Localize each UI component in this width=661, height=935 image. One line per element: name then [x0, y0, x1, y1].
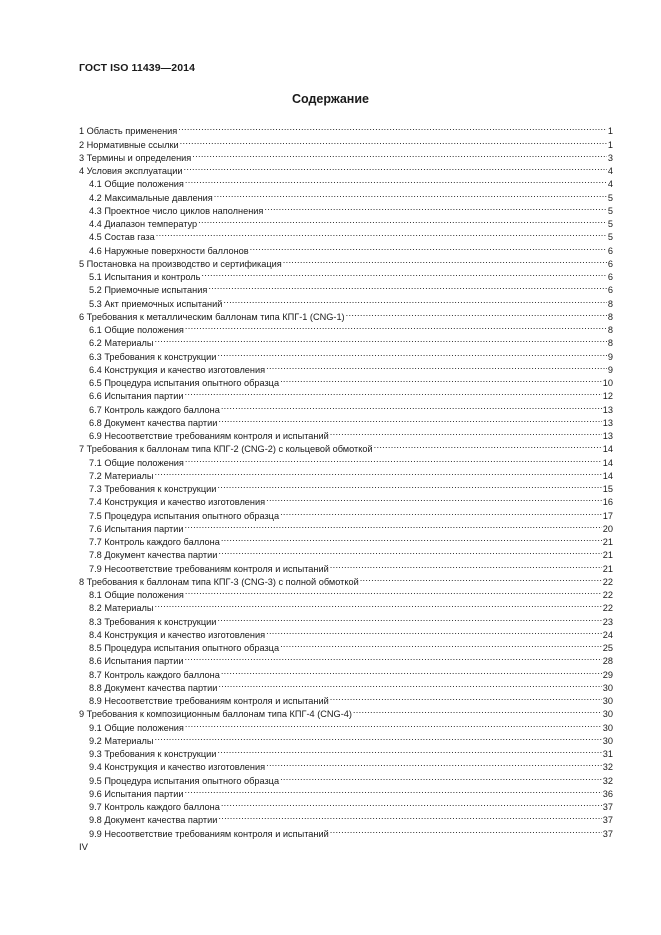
- toc-entry-label: 6.9 Несоответствие требованиям контроля и испытаний: [89, 431, 329, 441]
- toc-entry-label: 4.1 Общие положения: [89, 179, 184, 190]
- toc-entry-page: 30: [602, 709, 613, 720]
- toc-entry-page: 10: [602, 378, 613, 388]
- toc-entry-page: 6: [607, 258, 613, 269]
- toc-entry-page: 4: [607, 166, 613, 176]
- toc-entry-page: 13: [602, 431, 613, 441]
- toc-entry-page: 21: [602, 563, 613, 574]
- toc-entry-label: 3 Термины и определения: [79, 152, 192, 163]
- toc-entry-label: 8.7 Контроль каждого баллона: [89, 669, 220, 680]
- toc-entry-label: 6.7 Контроль каждого баллона: [89, 404, 220, 415]
- toc-entry-label: 7.1 Общие положения: [89, 457, 184, 468]
- dot-leader: [156, 227, 607, 240]
- toc-entry-page: 30: [602, 696, 613, 706]
- dot-leader: [264, 201, 606, 214]
- toc-entry-page: 30: [602, 735, 613, 746]
- toc-entry-page: 5: [607, 192, 613, 203]
- toc-entry-label: 8.8 Документ качества партии: [89, 682, 218, 693]
- toc-entry-page: 1: [607, 126, 613, 137]
- toc-entry-label: 8.5 Процедура испытания опытного образца: [89, 643, 280, 653]
- toc-entry-page: 6: [607, 285, 613, 296]
- dot-leader: [155, 598, 602, 611]
- toc-entry-page: 9: [607, 364, 613, 375]
- dot-leader: [330, 558, 602, 571]
- dot-leader: [330, 691, 602, 704]
- toc-entry[interactable]: [79, 598, 613, 614]
- toc-entry-page: 32: [602, 775, 613, 786]
- toc-entry-page: 21: [602, 537, 613, 547]
- toc-entry[interactable]: [79, 346, 613, 362]
- dot-leader: [266, 492, 602, 505]
- toc-entry-page: 24: [602, 629, 613, 640]
- toc-entry-label: 9.1 Общие положения: [89, 722, 184, 733]
- toc-entry-label: 9.3 Требования к конструкции: [89, 749, 217, 759]
- dot-leader: [221, 664, 602, 677]
- toc-entry-label: 8.4 Конструкция и качество изготовления: [89, 629, 266, 640]
- dot-leader: [185, 519, 602, 532]
- toc-entry-page: 12: [602, 391, 613, 402]
- toc-entry-page: 6: [607, 272, 613, 282]
- dot-leader: [280, 770, 602, 783]
- page-title: Содержание: [291, 92, 369, 106]
- toc-entry-label: 2 Нормативные ссылки: [79, 139, 179, 150]
- toc-entry-label: 4 Условия эксплуатации: [79, 166, 183, 176]
- dot-leader: [185, 585, 602, 598]
- dot-leader: [217, 479, 601, 492]
- dot-leader: [185, 320, 607, 333]
- toc-entry-page: 37: [602, 802, 613, 812]
- toc-entry-label: 9.8 Документ качества партии: [89, 815, 218, 826]
- dot-leader: [218, 810, 601, 823]
- toc-entry-label: 4.5 Состав газа: [89, 232, 155, 243]
- dot-leader: [208, 280, 607, 293]
- toc-entry-page: 4: [607, 179, 613, 190]
- toc-entry-label: 6.6 Испытания партии: [89, 391, 184, 402]
- dot-leader: [280, 373, 602, 386]
- toc-entry-label: 6.2 Материалы: [89, 338, 154, 349]
- toc-entry-label: 6 Требования к металлическим баллонам типа КПГ-1 (CNG-1): [79, 311, 345, 322]
- toc-entry-page: 8: [607, 311, 613, 322]
- toc-entry-label: 9.5 Процедура испытания опытного образца: [89, 775, 280, 786]
- dot-leader: [180, 134, 607, 147]
- dot-leader: [155, 731, 602, 744]
- toc-entry-label: 7.3 Требования к конструкции: [89, 484, 217, 494]
- toc-entry-page: 13: [602, 404, 613, 415]
- toc-entry-page: 30: [602, 722, 613, 733]
- toc-entry-page: 29: [602, 669, 613, 680]
- dot-leader: [183, 161, 606, 174]
- dot-leader: [250, 240, 607, 253]
- toc-entry-page: 37: [602, 815, 613, 826]
- dot-leader: [198, 214, 607, 227]
- toc-entry-label: 6.3 Требования к конструкции: [89, 351, 217, 362]
- toc-entry-page: 5: [607, 205, 613, 216]
- dot-leader: [353, 704, 602, 717]
- toc-entry-label: 7.8 Документ качества партии: [89, 550, 218, 561]
- toc-entry-label: 8.2 Материалы: [89, 603, 154, 614]
- dot-leader: [221, 797, 602, 810]
- toc-entry-label: 8.9 Несоответствие требованиям контроля и испытаний: [89, 696, 329, 706]
- toc-entry-label: 5.1 Испытания и контроль: [89, 272, 201, 282]
- toc-entry-label: 7.4 Конструкция и качество изготовления: [89, 497, 266, 508]
- toc-entry[interactable]: [79, 121, 613, 137]
- toc-entry-page: 25: [602, 643, 613, 653]
- toc-entry-label: 7 Требования к баллонам типа КПГ-2 (CNG-2) с кольцевой обмоткой: [79, 444, 373, 455]
- toc-entry-page: 3: [607, 152, 613, 163]
- toc-entry-page: 17: [602, 510, 613, 521]
- toc-entry-page: 14: [602, 470, 613, 481]
- document-header: ГОСТ ISO 11439—2014: [79, 62, 196, 74]
- toc-entry-page: 20: [602, 523, 613, 534]
- toc-entry-label: 7.6 Испытания партии: [89, 523, 184, 534]
- toc-entry-label: 9.4 Конструкция и качество изготовления: [89, 762, 266, 773]
- dot-leader: [155, 333, 607, 346]
- toc-entry-label: 4.4 Диапазон температур: [89, 219, 198, 229]
- dot-leader: [330, 823, 602, 836]
- dot-leader: [218, 545, 601, 558]
- dot-leader: [266, 360, 607, 373]
- dot-leader: [221, 532, 602, 545]
- toc-entry-label: 8.3 Требования к конструкции: [89, 616, 217, 627]
- dot-leader: [178, 121, 607, 134]
- toc-entry-page: 1: [607, 139, 613, 150]
- toc-entry-label: 6.4 Конструкция и качество изготовления: [89, 364, 266, 375]
- toc-entry-page: 23: [602, 616, 613, 627]
- table-of-contents: [79, 121, 613, 837]
- toc-entry-label: 9.9 Несоответствие требованиям контроля и испытаний: [89, 828, 329, 839]
- toc-entry[interactable]: [79, 744, 613, 757]
- dot-leader: [185, 717, 602, 730]
- toc-entry-label: 9 Требования к композиционным баллонам типа КПГ-4 (CNG-4): [79, 709, 352, 720]
- toc-entry-page: 22: [602, 576, 613, 587]
- toc-entry-label: 8.6 Испытания партии: [89, 656, 184, 667]
- dot-leader: [280, 505, 602, 518]
- toc-entry-label: 8 Требования к баллонам типа КПГ-3 (CNG-3) с полной обмоткой: [79, 576, 359, 587]
- toc-entry-label: 5.2 Приемочные испытания: [89, 285, 208, 296]
- toc-entry-label: 6.8 Документ качества партии: [89, 417, 218, 428]
- toc-entry-page: 14: [602, 444, 613, 455]
- dot-leader: [223, 293, 607, 306]
- toc-entry-label: 1 Область применения: [79, 126, 178, 137]
- dot-leader: [283, 254, 607, 267]
- toc-entry-label: 7.2 Материалы: [89, 470, 154, 481]
- toc-entry-label: 4.3 Проектное число циклов наполнения: [89, 205, 264, 216]
- toc-entry-page: 8: [607, 298, 613, 309]
- toc-entry-label: 6.5 Процедура испытания опытного образца: [89, 378, 280, 388]
- toc-entry-label: 8.1 Общие положения: [89, 590, 184, 600]
- dot-leader: [346, 307, 607, 320]
- toc-entry-label: 5 Постановка на производство и сертификация: [79, 258, 282, 269]
- toc-entry-page: 22: [602, 603, 613, 614]
- dot-leader: [155, 466, 602, 479]
- toc-entry-label: 5.3 Акт приемочных испытаний: [89, 298, 223, 309]
- toc-entry[interactable]: [79, 611, 613, 627]
- dot-leader: [192, 148, 607, 161]
- dot-leader: [330, 426, 602, 439]
- dot-leader: [221, 399, 602, 412]
- toc-entry-page: 14: [602, 457, 613, 468]
- toc-entry[interactable]: [79, 333, 613, 349]
- dot-leader: [266, 625, 602, 638]
- dot-leader: [218, 678, 601, 691]
- dot-leader: [218, 413, 601, 426]
- toc-entry-page: 32: [602, 762, 613, 773]
- toc-entry-page: 13: [602, 417, 613, 428]
- dot-leader: [217, 611, 601, 624]
- dot-leader: [280, 638, 602, 651]
- toc-entry[interactable]: [79, 227, 613, 243]
- toc-entry-page: 22: [602, 590, 613, 600]
- toc-entry-label: 9.2 Материалы: [89, 735, 154, 746]
- dot-leader: [185, 452, 602, 465]
- toc-entry-page: 9: [607, 351, 613, 362]
- toc-entry-label: 7.9 Несоответствие требованиям контроля и испытаний: [89, 563, 329, 574]
- dot-leader: [185, 174, 607, 187]
- toc-entry-page: 6: [607, 245, 613, 256]
- dot-leader: [185, 386, 602, 399]
- toc-entry-page: 30: [602, 682, 613, 693]
- toc-entry-label: 9.7 Контроль каждого баллона: [89, 802, 220, 812]
- toc-entry-label: 9.6 Испытания партии: [89, 788, 184, 799]
- toc-entry-label: 6.1 Общие положения: [89, 325, 184, 335]
- toc-entry-label: 7.7 Контроль каждого баллона: [89, 537, 220, 547]
- page-number: IV: [79, 842, 88, 853]
- dot-leader: [201, 267, 606, 280]
- toc-entry-page: 16: [602, 497, 613, 508]
- dot-leader: [217, 744, 601, 757]
- toc-entry-page: 31: [602, 749, 613, 759]
- toc-entry-page: 5: [607, 232, 613, 243]
- toc-entry[interactable]: [79, 731, 613, 744]
- toc-entry-page: 28: [602, 656, 613, 667]
- dot-leader: [217, 346, 607, 359]
- dot-leader: [185, 784, 602, 797]
- toc-entry-page: 36: [602, 788, 613, 799]
- toc-entry-label: 7.5 Процедура испытания опытного образца: [89, 510, 280, 521]
- toc-entry-page: 37: [602, 828, 613, 839]
- toc-entry[interactable]: [79, 466, 613, 479]
- toc-entry-page: 5: [607, 219, 613, 229]
- toc-entry[interactable]: [79, 240, 613, 256]
- dot-leader: [185, 651, 602, 664]
- toc-entry-page: 8: [607, 325, 613, 335]
- dot-leader: [360, 572, 602, 585]
- toc-entry-label: 4.2 Максимальные давления: [89, 192, 213, 203]
- toc-entry-page: 15: [602, 484, 613, 494]
- toc-entry-label: 4.6 Наружные поверхности баллонов: [89, 245, 249, 256]
- dot-leader: [266, 757, 602, 770]
- toc-entry-page: 21: [602, 550, 613, 561]
- dot-leader: [374, 439, 602, 452]
- dot-leader: [214, 187, 607, 200]
- toc-entry[interactable]: [79, 479, 613, 492]
- toc-entry-page: 8: [607, 338, 613, 349]
